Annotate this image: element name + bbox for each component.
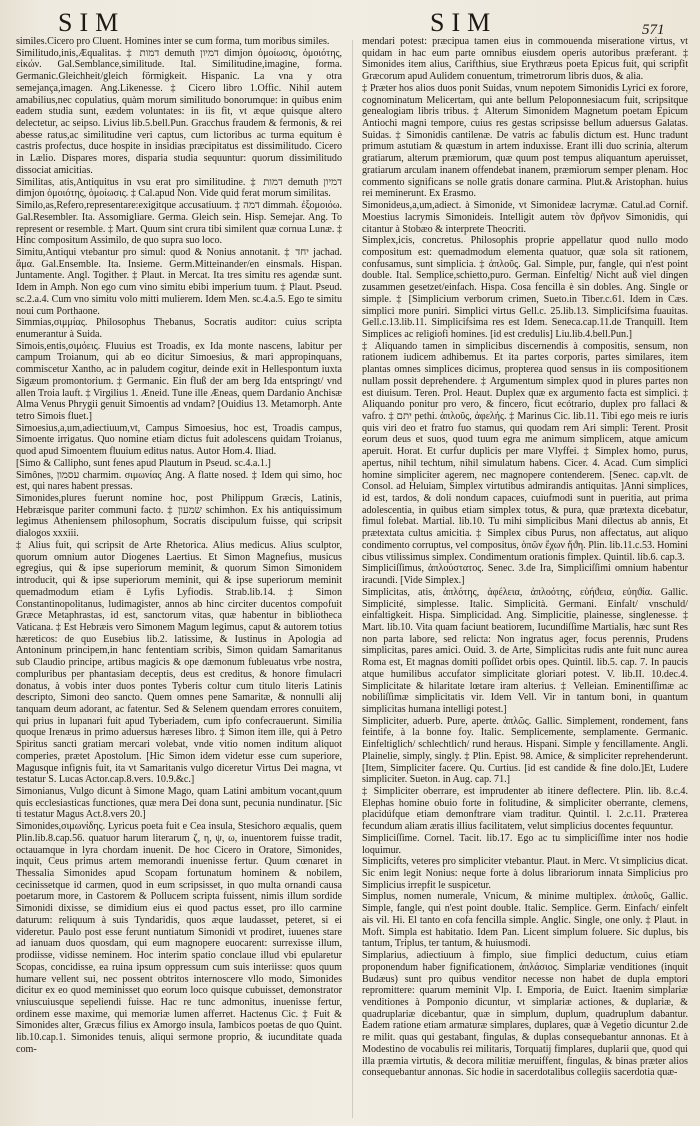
dictionary-entry: ‡ Aliquando tamen in simplicibus discernendis à compositis, sensum, non rationem iudicem adhibemus. Et ita partes corporis, partes similares, item plantas omnes simplices dicimus, propterea quod sensus in iis compositionem nullam possit deprehendere. ‡ Argumentum simplex quod in plures partes non est diuisum. Teren. Prol. Heaut. Duplex quæ ex argumento facta est simplici. ‡ Aliquando ponitur pro vero, & fincero, ficut ecótrario, duplex pro fallaci & vafro. ‡ יתם pethi. ἁπλοῦς, ἀφελής. ‡ Marinus Cic. lib.11. Tibi ego meis re iuris quis viri deo et fratro fuo stamus, qui quodam rem Ari simpli: Terent. Prosit eorum deus et suos, quod tuum egra me animum simplicem, atque amicum aperuit. Horat. Et curfur duplicis per mare Vlyffei. ‡ Simplex homo, purus, apertus, nihil techtum, nihil simulatum habens. Cicer. 4. Acad. Cum simplici homine simpliciter agerem, nec magnopere contenderem. [Senec. cap.vlt. de Consol. ad Heluiam, Simplex virtutibus admirandis antiquitas. ]Anni simplices, id est, tardos, & doli nondum capaces, cuiufmodi sunt in pueritia, aut prima adolescentia, in quibus etiam simplex totus, & pura, quæ prætexta dicebatur, fimul folebat. Martial. lib.10. Tu mihi simplicibus Mani dilectus ab annis, Et prætextata cultus amicitia. ‡ Simplex cibus Purus, non affectatus, aut aliquo condimento corruptus, vel compositus, ὁπῶν ἔχων ἤϑη. Plin. lib.11.c.53. Homini cibus vtilissimus simplex. Condimentum orationis fimplex. Quintil. lib.6. cap.3. <box>362 340 688 563</box>
dictionary-entry: Similitudo,inis,Æqualitas. ‡ דמות demuth דמיון dimjon ὁμοίωσις, ὁμοιότης, εἰκών. Gal.Semblance,similitude. Ital. Similitudine,imagine, forma. Germanic.Gleichheit/gleich förmigkeit. Hispanic. La vna y otra semejança,imagen. Ang.Likenesse. ‡ Cicero libro 1.Offic. Nihil autem amabilius,nec copulatius, quàm morum similitudo bonorumque: in quibus enim eadem studia sunt, eædem voluntates: in iis fit, vt æque quisque altero delectetur, ac seipso. Livius lib.5.bell.Pun. Gracchus fraudem & fermonis, & rei abesse ratus,ac similitudine veri captus, cum lictoribus ac turma equitum è castris profectus, duce hospite in insidias præcipitatus est dissimilitudo. Cicero in Lælio. Dispares mores, disparia studia sequuntur: quorum dissimilitudo dissociat amicitias. <box>16 47 342 176</box>
dictionary-entry: Simplicifts, veteres pro simpliciter vtebantur. Plaut. in Merc. Vt simplicius dicat. Sic enim legit Nonius: neque forte à dolus librariorum innata Simplicius pro Simplicius irrepfit le suspicetur. <box>362 856 688 891</box>
right-column <box>362 36 688 1118</box>
dictionary-entry: Simitu,Antiqui vtebantur pro simul: quod & Nonius annotanit. ‡ יחד jachad. ἅμα. Gal.Ensemble. Ita. Insieme. Germ.Mitteinander/en einsmals. Hispan. Juntamente. Angl. Togither. ‡ Plaut. in Mercat. Ita tres simitu res agendæ sunt. Idem in Amph. Non ego cum vino simitu ebibi imperium tuum. ‡ Plaut. Pseud. sc.2.a.4. Cum vno simitu volo mitti mulierem. Idem Men. sc.4.a.5. Ego te simitu noui cum Porthaone. <box>16 246 342 317</box>
dictionary-entry: Simmias,σιμμίας. Philosophus Thebanus, Socratis auditor: cuius scripta enumerantur à Suida. <box>16 317 342 340</box>
right-running-headword: SIM <box>430 8 498 37</box>
running-header <box>0 6 700 40</box>
dictionary-entry: Simplicitas, atis, ἁπλότης, ἀφέλεια, ἀπλοότης, εὐήϑεια, εὐηϑία. Gallic. Simplicité, simplesse. Italic. Simplicità. Germani. Einfalt/ vnschuld/ einfaltigkeit. Hispa. Simplicidad. Ang. Simplicitie, plainesse, singlenesse. ‡ Mart. lib.10. Vita quam faciunt beatiorem, Iucundiſſime Martialis, hæc sunt Res non parta labore, sed relicta: Non ingratus ager, focus perennis, Prudens simplicitas, pares amici. Ouid. 3. de Arte, Simplicitas rudis ante fuit nunc aurea Roma est, Et magnas domiti poſſidet orbis opes. Quintil. lib.5. cap. 7. In paucis atque humilibus accufator simplicitate gloriari potest. V. lib.II. 10.dec.4. Simplicitate & hilaritate lœtare iram alterius. ‡ Velleian. Eminentiſſimæ ac nobiliſſimæ simplicitatis vir. Idem Vell. Vir in tantum boni, in quantum simplicitas humana intelligi potest.] <box>362 586 688 715</box>
dictionary-entry: ‡ Præter hos alios duos ponit Suidas, vnum nepotem Simonidis Lyrici ex forore, cognominatum Melicertam, qui ante bellum Peloponnesiacum fuit, scripsitque genealogiam libris tribus. ‡ Alterum Simonidem Magnetum poetam Epicum Antiochi magni tempore, cuius res gestas scripsisse bellum aduersus Galatas. Suidas. ‡ Simonidis cantilenæ. De vatris ac fabulis dictum est. Hunc tradunt primum astutiam & quæstum in artem induxisse. Erant illi duo scrinia, alterum gratiarum, alterum præmiorum, quæ quum post tempus aliquantum aperuisset, gratiarum arculam inanem offendebat inanem, præmiorum semper plenam. Hoc commento significans se nolle gratis donare carmina. Plut.& Aristophan. huius rei meminerunt. Ex Erasmo. <box>362 82 688 200</box>
dictionary-entry: Simônes, עסמון charmim. σιμωνίας Ang. A flatte nosed. ‡ Idem qui simo, hoc est, qui nares habent pressas. <box>16 469 342 493</box>
dictionary-entry: ‡ Simpliciter oberrare, est imprudenter ab itinere deflectere. Plin. lib. 8.c.4. Elephas homine obuio forte in folitudine, & simpliciter oberrante, clemens, placidúfque etiam demonftrare viam traditur. Quintil. l. 2.c.11. Præterea fecundum aliam æratis illius facilitatem, velut simplicius docentes fequuntur. <box>362 786 688 833</box>
dictionary-entry: Simpliciter, aduerb. Pure, aperte. ἁπλῶς. Gallic. Simplement, rondement, fans feintife, à la bonne foy. Italic. Semplicemente, semplamente. Germanic. Einfeltiglich/ schlechtlich/ rund heraus. Hispani. Simple y fencillamente. Angli. Plainelie, simply, singly. ‡ Plin. Epist. 98. Amice, & simpliciter reprehenderunt. [Item, Simpliciter facere. Qu. Curtius. [id est candide & fine dolo.]Et, Ludere simpliciter. Sueton. in Aug. cap. 71.] <box>362 715 688 786</box>
left-column <box>16 36 342 1118</box>
dictionary-entry: Simplarius, adiectiuum à fimplo, siue fimplici deductum, cuius etiam proponendum haber fignificationem, ἀπλάσιος. Simplariæ venditiones (inquit Budæus) sunt pro quibus venditor necesse non habet de dupla emptori repromittere: quarum meminit Vlp. I. Emporia, de Euict. Itaenim simplariæ venditiones à Pomponio dicuntur, vt simplariæ actiones, & duplariæ, & quadruplariæ dicebantur, quæ in simplum, duplum, quadruplum dabantur. Eadem ratione etiam armaturæ simplares, duplares, quæ à Vegetio dicuntur 2.de re milit. quas qui gestabant, fingulas, & duplas consequebantur annonas. Et à Modestino de vocabulis rei militaris, Torquatij fimplares, duplarii que, quod qui illa præmia virtutis, & decora militiæ meruiffent, fingulas, & binas præter alios consequebantur annonas. Sic hodie in sacerdotalibus collegiis sacerdotia quæ- <box>362 950 688 1079</box>
dictionary-entry: Simonides,plures fuerunt nomine hoc, post Philippum Græcis, Latinis, Hebræisque pariter communi facto. ‡ שמעון schimhon. Ex his antiquissimum legimus Atheniensem philosophum, Socratis discipulum fuisse, qui scripsit dialogos xxxiii. <box>16 493 342 540</box>
dictionary-entry: Similitas, atis,Antiquitus in vsu erat pro similitudine. ‡ דמות demuth דמיון dimjon ὁμοιότης, ὁμοίωσις. ‡ Cal.apud Non. Vide quid ferat morum similitas. <box>16 176 342 200</box>
dictionary-entry: similes.Cicero pro Cluent. Homines inter se cum forma, tum moribus similes. <box>16 36 330 47</box>
dictionary-entry: Simois,entis,σιμόεις. Fluuius est Troadis, ex Ida monte nascens, labitur per campum Troianum, qui ab eo dicitur Simoesius, & mari appropinquans, commiscetur Xantho, ac in paludem cogitur, deinde exit in Hellespontum iuxta Sigæum promontorium. ‡ Germanic. Ein fluß der am berg Ida entspringt/ vnd allen Troia lauft. ‡ Virgilius 1. Æneid. Tune ille Æneas, quem Dardanio Anchisæ Alma Venus Phrygii genuit Simoentis ad vndam? [Ouidius 13. Metamorph. Ante tetro Simois fluet.] <box>16 340 342 422</box>
left-running-headword: SIM <box>58 8 126 37</box>
dictionary-entry: Simoesius,a,um,adiectiuum,vt, Campus Simoesius, hoc est, Troadis campus, Simoente irrigatus. Quo nomine etiam dictus fuit adolescens quidam Troianus, quod apud Simoentem fluuium editus natus. Autor Hom.4. Iliad. <box>16 422 342 458</box>
column-gutter <box>352 40 353 1118</box>
dictionary-entry: Simonideus,a,um,adiect. à Simonide, vt Simonideæ lacrymæ. Catul.ad Cornif. Moestius lacrymis Simonideis. Intelligit autem τὸν ϑρῆνον Simonidis, qui citantur à Stobæo & interprete Theocriti. <box>362 200 688 235</box>
dictionary-entry: Simonides,σιμωνίδης. Lyricus poeta fuit e Cea insula, Stesichoro æqualis, quem Plin.lib.8.cap.56. quatuor harum literarum ζ, η, ψ, ω, inuentorem fuisse tradit, octauamque in lyra chordam inuenit. De hoc Cicero in Oratore, Simonides, inquit, Ceus primus artem memorandi inuenisse fertur. Quum cœnaret in Thessalia Simonides apud Scopam fortunatum hominem & nobilem, cecinissetque id carmen, quod in eum scripsisset, in quo multa ornandi causa poetarum more, in Castorem & Pollucem scripta fuissent, nimis illum sordide Simonidi dixisse, se dimidium eius ei quod pactus esset, pro illo carmine daturum: reliquum à suis Tyndaridis, quos æque laudasset, peteret, si ei videretur. Paulo post esse ferunt nuntiatum Simonidi vt prodiret, iuuenes stare ad ianuam duos quosdam, qui eum magnopere euocarent: surrexisse illum, prodiisse, vidisse neminem. Hoc interim spatio conclaue illud vbi epularetur Scopas, concidisse, ea ruina ipsum oppressum cum suis interiisse: quos quum humare vellent sui, nec possent obtritos internoscere vllo modo, Simonides dicitur ex eo quod meminisset quo eorum loco quisque cubuisset, demonstrator vniuscuiusque sepeliendi fuisse. Hac re tunc admonitus, inuenisse fertur, ordinem esse maxime, qui memoriæ lumen afferret. Hactenus Cic. ‡ Fuit & Simonides alter, Græcus filius ex Amorgo insula, Iambicos poetas de quo Quint. lib.10.cap.1. Simonides tenuis, aliqui sermone proprio, & iucunditate quada com- <box>16 821 342 1055</box>
dictionary-entry: ‡ Alius fuit, qui scripsit de Arte Rhetorica. Alius medicus. Alius sculptor, quorum omnium autor Diogenes Laertius. Et Simon Magnefius, musicus egregius, qui & ipse superiorum meminit, & quorum Simon Simonidem introducit, qui & ipse superiorum meminit, qui & ipse superiorum meminit quemadmodum etiam ē Lyfis Lyfiodis. Strab.lib.14. ‡ Simon Constantinopolitanus, ludimagister, annos ab hinc circiter ducentos compofuit Græce Metaphrastas, id est, sanctorum vitas, quæ habentur in bibliotheca Vaticana. ‡ Est Hebræis vero Simonem Magum legimus, caput & autorem totius hæreticos: de quo Eusebius lib.2. latissime, & Iustinus in Apologia ad Antoninum principem,in hanc fententiam scribis, Simon quidam Samaritanus sub Claudio principe, artibus magicis & ope dæmonum fubleuatus vrbe nostra, compluribus per phantasiam deceptis, deus est creditus, & honore fimulacri donatus, à vobis inter duos pontes Tyberis coltur cum titulo literis Latinis descripto, Simoni deo sancto. Quem omnes pene Samaritæ, & nonnulli alij tanquam deum adorant, ac fatentur. Sed & Selenem quendam errores conuitem, qui prius in lupanari fuit apud Tyberiadem, cum ipfo confecrauerunt. Similia quoque Irenæus in primo aduersus hæreses libro. ‡ Simon item ille, qui à Petro Spiritus sancti gratiam mercari volebat, vnde vitio nomen inditum aliquot comperies, prætet Apostolum. [Hic Simon idem videtur esse cum superiore, Magusque infignis fuit, ita vt Samaritanis vulgo diceretur Virtus Dei magna, vt testatur S. Lucas Actor.cap.8.vers. 10.9.&c.] <box>16 539 342 786</box>
page-number: 571 <box>642 22 665 38</box>
dictionary-entry: Simplus, nomen numerale, Vnicum, & minime multiplex. ἁπλοῦς, Gallic. Simple, fangle, qui n'est point double. Italic. Semplice. Germ. Einfach/ einfelt ais vil. Hi. El tanto en cofa fencilla simple. Anglic. Single, one only. ‡ Plaut. in Moft. Simpla est habitatio. Idem Pan. Licent simplum foluere. Sic duplus, bis tantum, Triplus, ter tantum, & huiusmodi. <box>362 891 688 950</box>
dictionary-entry: Simonianus, Vulgo dicunt à Simone Mago, quam Latini ambitum vocant,quum quis ecclesiasticas functiones, quæ mera Dei dona sunt, pecunia nundinatur. [Sic ti testatur Magus Act.8.vers 20.] <box>16 786 342 821</box>
dictionary-entry: Simpliciſſime. Cornel. Tacit. lib.17. Ego ac tu simpliciſſime inter nos hodie loquimur. <box>362 832 688 856</box>
dictionary-entry: mendari potest: præcipua tamen eius in commouenda miseratione virtus, vt quidam in hac eum parte omnibus eiusdem operis autoribus præferant. ‡ Simonides item alius, Carifthius, siue Erythræus poeta Epicus fuit, qui scripfit Græcorum apud Aulidem conuentum, trimetrorum libris duos, & alia. <box>362 36 688 83</box>
dictionary-entry: Simplex,icis, concretus. Philosophis proprie appellatur quod nullo modo compositum est: quemadmodum elementa quatuor, quæ sola sit rationem, confusamus, sunt simplicia. ‡ ἁπλοῦς. Gal. Simple, pur, fangle, qui n'est point double. Ital. Semplice,schietto,puro. German. Einfeltig/ Nicht auß viel dingen zusammen gesetzet/einfach. Hispa. Cosa fencilla è sin dobles. Ang. Single or simple. ‡ [Simplicium verborum crimen, Sueto.in Tiber.c.61. Idem in Cæs. simplici more puniri. Simplici virtus Gell.c. 25.lib.13. Simplicifsima fuauitas. Gell.c.13.lib.11. Simplicifsima res est Idem. Seneca.cap.11.de Tranquill. Item Simplices ac religiofi homines. [id est credulis] Liu.lib.4.bell.Pun.] <box>362 235 688 340</box>
text-columns <box>16 36 688 1118</box>
dictionary-entry: Simpliciſſimus, ἁπλούστατος. Senec. 3.de Ira, Simpliciſſimi omnium habentur iracundi. [Vide Simplex.] <box>362 563 688 587</box>
dictionary-entry: Similo,as,Refero,representare:exigitque accusatiuum. ‡ דמה dimmah. ἐξομοιόω. Gal.Resembler. Ita. Assomigliare. Germa. Gleich sein. Hisp. Semejar. Ang. To represent or resemble. ‡ Mart. Quum sint crura tibi similent quæ cornua Lunæ. ‡ Hinc compositum Assimilo, de quo supra suo loco. <box>16 200 342 247</box>
dictionary-entry: [Simo & Callipho, sunt fenes apud Plautum in Pseud. sc.4.a.1.] <box>16 457 271 469</box>
